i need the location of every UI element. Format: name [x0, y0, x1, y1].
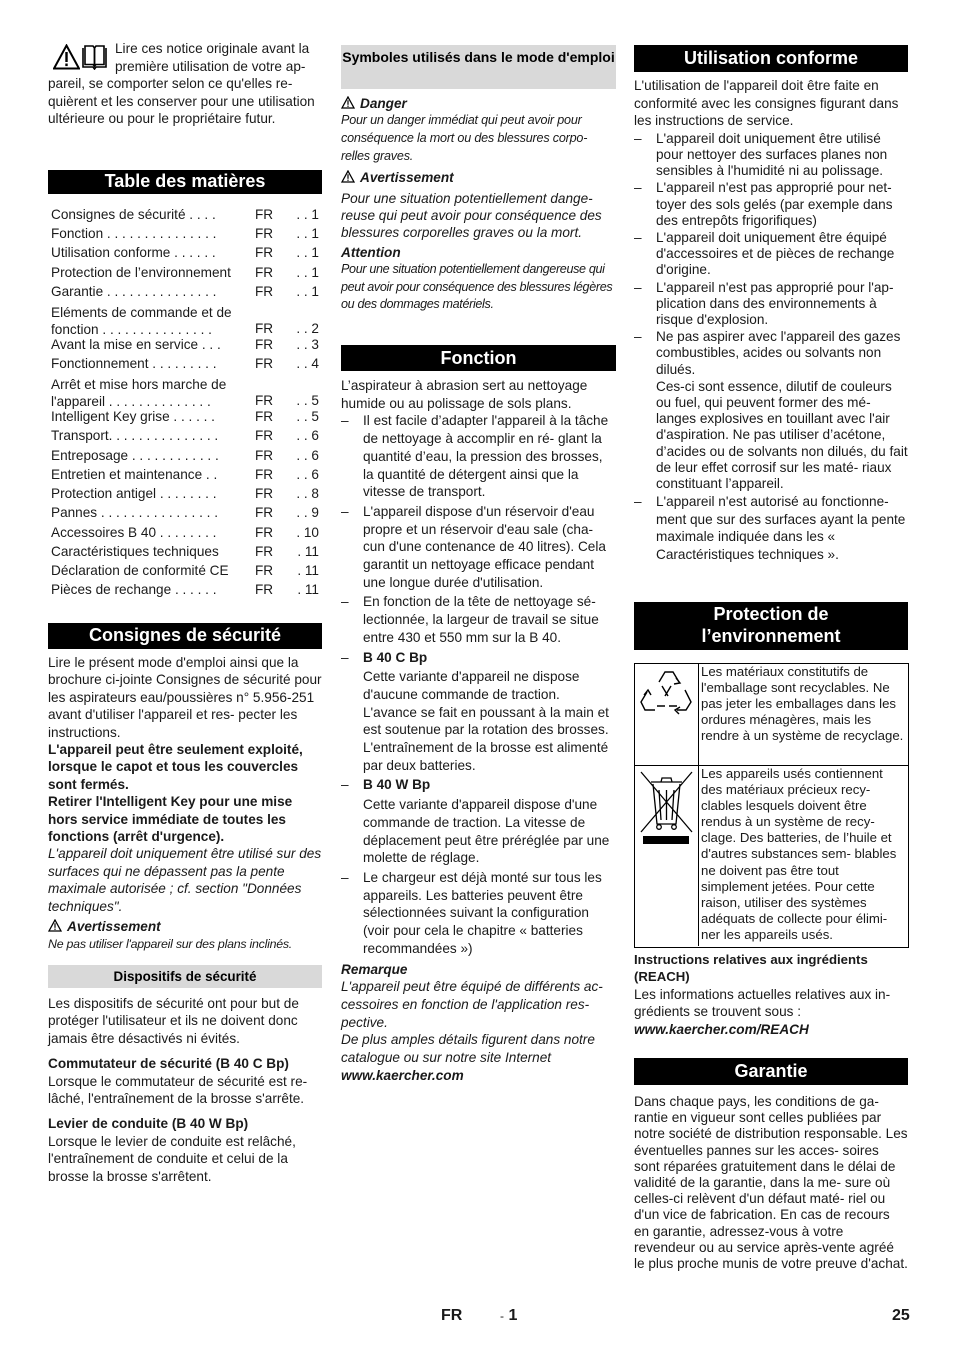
- toc-item: [51, 244, 319, 262]
- b40w-title: – B 40 W Bp: [363, 777, 431, 793]
- toc-item-label: Transport: [51, 428, 109, 443]
- toc-item-page: . . 4: [296, 356, 319, 371]
- toc-item-dots: . . . . . . . .: [156, 486, 217, 501]
- toc-item-dots: . . . . . . . . . . . . . . .: [103, 226, 217, 241]
- toc-item-label-wrap: [51, 355, 247, 372]
- usage-list-item: – L'appareil doit uniquement être équipé d'accessoires et de pièces de rechange d'origine.: [634, 230, 908, 279]
- safety-p3: Retirer l'Intelligent Key pour une mise hors service immédiate de toutes les fonctions (arrêt d'urgence).: [48, 794, 293, 845]
- toc-item-lang: FR: [255, 409, 274, 424]
- toc-item-dots: . . .: [198, 337, 221, 352]
- toc-item-label-wrap: [51, 244, 247, 261]
- toc-item-dots: . .: [202, 467, 218, 482]
- toc-item-lang: FR: [255, 525, 274, 540]
- toc-item-page: . 11: [297, 544, 319, 559]
- toc-item-dots: . . . .: [185, 207, 216, 222]
- safety-p4: L'appareil doit uniquement être utilisé sur des surfaces qui ne dépassent pas la pente maximale autorisée ; cf. section "Données techniques".: [48, 846, 322, 914]
- usage-list: [634, 131, 908, 378]
- weee-text: Les appareils usés contiennent des matériaux précieux recy- clables lesquels doivent être rendus à un système de recy- clage. Des batteries, de l’huile et d'autres substances sem- blables ne doivent pas être tout simplement jetées. Pour cette raison, utiliser des systèmes adéquats de collecte pour élimi- ner les appareils usés.: [701, 766, 897, 942]
- safety-p2: L'appareil peut être seulement exploité, lorsque le capot et tous les couvercles sont fermés.: [48, 742, 303, 792]
- toc-item: [51, 304, 319, 338]
- lever-title: Levier de conduite (B 40 W Bp): [48, 1116, 249, 1132]
- fonction-section: [341, 377, 616, 1084]
- warning-triangle-icon: [341, 170, 355, 183]
- note-text2: De plus amples détails figurent dans notre catalogue ou sur notre site Internet: [341, 1032, 595, 1066]
- fonction-list-item: – L'appareil dispose d'un réservoir d'eau propre et un réservoir d'eau sale (cha- cun d'une contenance de 40 litres). Cela garantit un nettoyage efficace pendant une longue durée d'utilisation.: [341, 503, 616, 592]
- toc-item-label-wrap: [51, 543, 247, 560]
- toc-item-label: Accessoires B 40: [51, 525, 157, 540]
- environment-title-line1: Protection de: [713, 604, 829, 624]
- toc-item-page: . . 1: [296, 284, 319, 299]
- toc-item-label-wrap: [51, 485, 247, 502]
- charger-text: – Le chargeur est déjà monté sur tous les appareils. Les batteries peuvent être sélectionnées suivant la configuration (voir pour cela le chapitre « batteries recommandées »): [363, 869, 602, 956]
- toc-item-page: . . 6: [296, 467, 319, 482]
- toc-item-page: . . 5: [296, 393, 319, 408]
- toc-item-lang: FR: [255, 265, 274, 280]
- weee-icon-cell: [635, 766, 699, 946]
- devices-text: Les dispositifs de sécurité ont pour but de protéger l'utilisateur et ils ne doivent donc jamais être désactivés ni évités.: [48, 996, 299, 1046]
- toc-item-page: . . 6: [296, 428, 319, 443]
- note-text1: L'appareil peut être équipé de différents ac- cessoires en fonction de l'application res- pective.: [341, 979, 603, 1030]
- toc-item-page: . . 1: [296, 265, 319, 280]
- toc-item-label-wrap: [51, 283, 247, 300]
- usage-list-item: – L'appareil n'est pas approprié pour l'ap- plication dans des environnements à risque d'explosion.: [634, 280, 908, 329]
- toc-item-label: Fonction: [51, 226, 104, 241]
- devices-title: [48, 965, 322, 988]
- usage-sub-text: Ces-ci sont essence, dilutif de couleurs ou fuel, qui peuvent former des mé- langes explosives en touillant avec l'air d'aspiration. Ne pas utiliser d’acétone, d’acides ou de solvants non dilués, du fait de leur effet corrosif sur les maté- riaux constituant l’appareil.: [656, 378, 908, 492]
- safety-section: [48, 654, 322, 953]
- toc-item-label: Entreposage: [51, 448, 129, 463]
- toc-item-label-wrap: [51, 581, 247, 598]
- toc-item: [51, 408, 319, 426]
- b40c-item: [341, 649, 616, 775]
- toc-item-lang: FR: [255, 226, 274, 241]
- toc-title-text: Table des matières: [104, 171, 266, 191]
- toc-item-dots: . . . . . . . . . . . . . .: [104, 394, 211, 410]
- usage-list-item: – L'appareil n'est pas approprié pour net- toyer des sols gelés (par exemple dans des entrepôts frigorifiques): [634, 180, 908, 229]
- toc-item-label: Intelligent Key grise: [51, 409, 170, 424]
- toc-item-label: Caractéristiques techniques: [51, 544, 219, 559]
- intro-paragraph: Lire ces notice originale avant la première utilisation de votre ap- pareil, se comporter selon ce qu'elles re- quièrent et les conserver pour une utilisation ultérieure ou pour le propriétaire futur.: [48, 41, 315, 127]
- footer-section-page-num: 1: [508, 1307, 518, 1324]
- crossed-bin-icon: [635, 766, 698, 856]
- toc-item-dots: . . . . . .: [169, 409, 215, 424]
- toc-item: [51, 466, 319, 484]
- toc-item-dots: . . . . . .: [170, 245, 216, 260]
- warranty-title-text: Garantie: [734, 1061, 808, 1081]
- toc-item-label: Fonctionnement: [51, 356, 149, 371]
- recycle-row: [635, 664, 908, 766]
- toc-item-page: . . 1: [296, 207, 319, 222]
- toc-item-lang: FR: [255, 448, 274, 463]
- toc-item-label-wrap: [51, 504, 247, 521]
- toc-item-page: . . 3: [296, 337, 319, 352]
- warning-triangle-icon: [341, 96, 355, 109]
- toc-item-lang: FR: [255, 505, 274, 520]
- toc-item-lang: FR: [255, 428, 274, 443]
- toc-item-dots: . . . . . . . . . . . . . . .: [98, 322, 212, 338]
- recycle-text: Les matériaux constitutifs de l'emballage sont recyclables. Ne pas jeter les emballages dans les ordures ménagères, mais les rendre à un système de recyclage.: [701, 664, 904, 744]
- toc-item-page: . . 6: [296, 448, 319, 463]
- attention-heading: Attention: [341, 244, 401, 260]
- warranty-title: [634, 1058, 908, 1085]
- toc-item-label-wrap: [51, 408, 247, 425]
- toc-item-page: . . 8: [296, 486, 319, 501]
- symbols-section: [341, 95, 616, 314]
- note-label: Remarque: [341, 961, 408, 977]
- toc-item: [51, 524, 319, 542]
- usage-list-item: – L'appareil doit uniquement être utilisé pour nettoyer des surfaces planes non sensibles à l'humidité ni au polissage.: [634, 131, 908, 180]
- toc-item-label-wrap: [51, 336, 247, 353]
- toc-item-page: . 10: [296, 525, 319, 540]
- lever-text: Lorsque le levier de conduite est relâché, l'entraînement de conduite et celui de la brosse la brosse s'arrêtent.: [48, 1133, 296, 1184]
- b40c-text: Cette variante d'appareil ne dispose d'aucune commande de traction. L'avance se fait en poussant à la main et est soutenue par la rotation des brosses. L'entraînement de la brosse est alimenté par deux batteries.: [363, 669, 609, 773]
- toc-item-page: . 11: [297, 563, 319, 578]
- toc-item: [51, 376, 319, 410]
- toc-item: [51, 206, 319, 224]
- reach-section: [634, 951, 908, 1038]
- toc-item-label: Protection antigel: [51, 486, 157, 501]
- toc-item-lang: FR: [255, 207, 274, 222]
- usage-last-item: – L'appareil n'est autorisé au fonctionne- ment que sur des surfaces ayant la pente maximale indiquée dans les « Caractéristiques techniques ».: [634, 493, 908, 563]
- toc-item-label-wrap: [51, 427, 247, 444]
- toc-item: [51, 283, 319, 301]
- toc-item-dots: . . . . . . . .: [156, 525, 217, 540]
- usage-list-item: – Ne pas aspirer avec l'appareil des gazes combustibles, acides ou solvants non dilués.: [634, 329, 908, 378]
- environment-title: [634, 602, 908, 650]
- b40w-item: [341, 776, 616, 867]
- toc-item-page: . . 1: [296, 245, 319, 260]
- toc-item-label: Avant la mise en service: [51, 337, 199, 352]
- devices-section: [48, 995, 322, 1185]
- toc-item-label-wrap: [51, 447, 247, 464]
- page-number: 25: [892, 1307, 910, 1324]
- toc-item-page: . . 1: [296, 226, 319, 241]
- toc-item-label-wrap: [51, 264, 247, 281]
- usage-title-text: Utilisation conforme: [683, 48, 858, 68]
- usage-intro: L'utilisation de l'appareil doit être faite en conformité avec les consignes figurant dans les instructions de service.: [634, 78, 899, 129]
- b40c-title: – B 40 C Bp: [363, 649, 428, 665]
- reach-text: Les informations actuelles relatives aux in- grédients se trouvent sous :: [634, 986, 891, 1020]
- warning-heading: [341, 169, 616, 186]
- toc-item: [51, 264, 319, 282]
- charger-item: [341, 869, 616, 958]
- toc-item-label: Déclaration de conformité CE: [51, 563, 229, 578]
- fonction-list: [341, 412, 616, 646]
- reach-url: www.kaercher.com/REACH: [634, 1021, 809, 1037]
- toc-item-lang: FR: [255, 393, 274, 408]
- toc-item-label: Arrêt et mise hors marche de l'appareil: [51, 377, 227, 410]
- toc-item: [51, 225, 319, 243]
- toc-item-dots: . . . . . . . . . . . . . . .: [108, 428, 219, 443]
- intro-text: [48, 40, 322, 128]
- toc-item-lang: FR: [255, 337, 274, 352]
- footer-lang: FR: [441, 1307, 463, 1324]
- toc-item-lang: FR: [255, 284, 274, 299]
- toc-item: [51, 485, 319, 503]
- warning-text: Pour une situation potentiellement dange- reuse qui peut avoir pour conséquence des blessures corporelles graves ou la mort.: [341, 190, 602, 241]
- toc-item-label: Eléments de commande et de fonction: [51, 305, 232, 338]
- toc-item-label: Consignes de sécurité: [51, 207, 186, 222]
- safety-title-text: Consignes de sécurité: [88, 625, 282, 645]
- toc-item-label-wrap: [51, 225, 247, 242]
- toc-item-dots: . . . . . . . . . . . .: [128, 448, 219, 463]
- safety-warning-text: Ne pas utiliser l'appareil sur des plans inclinés.: [48, 936, 293, 951]
- recycle-icon: [635, 664, 698, 765]
- fonction-title: [341, 345, 616, 371]
- toc-item-lang: FR: [255, 563, 274, 578]
- toc-item-label-wrap: [51, 206, 247, 223]
- toc-item: [51, 336, 319, 354]
- symbols-title: [341, 45, 616, 89]
- fonction-variants: [341, 649, 616, 958]
- warranty-text: Dans chaque pays, les conditions de ga- rantie en vigueur sont celles publiées par notre société de distribution responsable. Les éventuelles pannes sur les acces- soires sont réparées gratuitement dans le délai de validité de la garantie, dans la me- sure où celles-ci relèvent d'un défaut maté- riel ou d'un vice de fabrication. En cas de recours en garantie, adressez-vous à votre revendeur ou au service après-vente agréé le plus proche munis de votre preuve d'achat.: [634, 1094, 908, 1272]
- toc-title: [48, 170, 322, 194]
- fonction-list-item: – Il est facile d’adapter l'appareil à la tâche de nettoyage à accomplir en ré- glant la quantité d’eau, la pression des brosses, la quantité de détergent ainsi que la vitesse de transport.: [341, 412, 616, 501]
- safety-p1: Lire le présent mode d'emploi ainsi que la brochure ci-jointe Consignes de sécurité pour les aspirateurs eau/poussières n° 5.956-251 avant d'utiliser l'appareil et res- pecter les instructions.: [48, 655, 322, 740]
- reach-title: Instructions relatives aux ingrédients (REACH): [634, 952, 868, 985]
- b40w-text: Cette variante d'appareil dispose d'une commande de traction. La vitesse de déplacement peut être préréglée par une molette de réglage.: [363, 797, 610, 866]
- toc-item-lang: FR: [255, 321, 274, 336]
- warranty-section: [634, 1094, 908, 1272]
- toc-item-lang: FR: [255, 467, 274, 482]
- toc-item-dots: . . . . . .: [171, 582, 217, 597]
- toc-item-dots: . . . . . . . . .: [148, 356, 217, 371]
- switch-text: Lorsque le commutateur de sécurité est re- lâché, l'entraînement de la brosse s'arrête.: [48, 1073, 308, 1107]
- toc-item: [51, 427, 319, 445]
- toc-item-label-wrap: [51, 466, 247, 483]
- warning-triangle-icon: [48, 919, 62, 932]
- toc-item: [51, 581, 319, 599]
- switch-title: Commutateur de sécurité (B 40 C Bp): [48, 1056, 289, 1072]
- recycle-icon-cell: [635, 664, 699, 765]
- toc-item-lang: FR: [255, 544, 274, 559]
- toc-item-label-wrap: [51, 304, 247, 339]
- toc-item-page: . . 9: [296, 505, 319, 520]
- weee-row: [635, 766, 908, 946]
- safety-warning-heading: [48, 918, 322, 935]
- danger-heading: [341, 95, 616, 112]
- toc-item-page: . . 5: [296, 409, 319, 424]
- toc-item-lang: FR: [255, 486, 274, 501]
- toc-item-label: Pannes: [51, 505, 98, 520]
- toc-item-lang: FR: [255, 356, 274, 371]
- warning-label: Avertissement: [360, 170, 454, 186]
- toc-item-label-wrap: [51, 376, 247, 411]
- environment-title-line2: l’environnement: [701, 626, 841, 646]
- toc-item-label: Pièces de rechange: [51, 582, 172, 597]
- safety-title: [48, 623, 322, 649]
- fonction-list-item: – En fonction de la tête de nettoyage sé- lectionnée, la largeur de travail se situe entre 430 et 550 mm sur la B 40.: [341, 593, 616, 646]
- toc-item-label: Protection de l’environnement: [51, 265, 231, 280]
- danger-label: Danger: [360, 96, 407, 111]
- toc-item-dots: . . . . . . . . . . . . . . .: [103, 284, 217, 299]
- safety-warning-label: Avertissement: [67, 919, 161, 935]
- toc-item-lang: FR: [255, 245, 274, 260]
- toc-item-page: . 11: [297, 582, 319, 597]
- toc-item-page: . . 2: [296, 321, 319, 336]
- usage-title: [634, 45, 908, 72]
- devices-title-text: Dispositifs de sécurité: [113, 969, 257, 984]
- environment-table: [634, 663, 909, 948]
- toc-item: [51, 447, 319, 465]
- toc-item-label: Entretien et maintenance: [51, 467, 203, 482]
- fonction-title-text: Fonction: [440, 348, 517, 368]
- toc-item-label: Garantie: [51, 284, 104, 299]
- symbols-title-text: Symboles utilisés dans le mode d'emploi: [342, 49, 615, 65]
- usage-list-last: [634, 493, 908, 563]
- toc-item-label-wrap: [51, 562, 247, 579]
- toc-item: [51, 562, 319, 580]
- toc-item: [51, 355, 319, 373]
- toc-item-label: Utilisation conforme: [51, 245, 171, 260]
- toc-item: [51, 543, 319, 561]
- usage-section: [634, 77, 908, 564]
- attention-text: Pour une situation potentiellement dangereuse qui peut avoir pour conséquence des blessures légères ou des dommages matériels.: [341, 262, 613, 312]
- danger-text: Pour un danger immédiat qui peut avoir pour conséquence la mort ou des blessures corpo- relles graves.: [341, 113, 588, 163]
- fonction-intro: L’aspirateur à abrasion sert au nettoyage humide ou au polissage de sols plans.: [341, 378, 588, 411]
- note-url: www.kaercher.com: [341, 1067, 464, 1083]
- toc-item-label-wrap: [51, 524, 247, 541]
- footer-section-page: - 1: [500, 1307, 518, 1324]
- toc-item-lang: FR: [255, 582, 274, 597]
- toc-item-dots: . . . . . . . . . . . . . . . .: [97, 505, 218, 520]
- toc-item: [51, 504, 319, 522]
